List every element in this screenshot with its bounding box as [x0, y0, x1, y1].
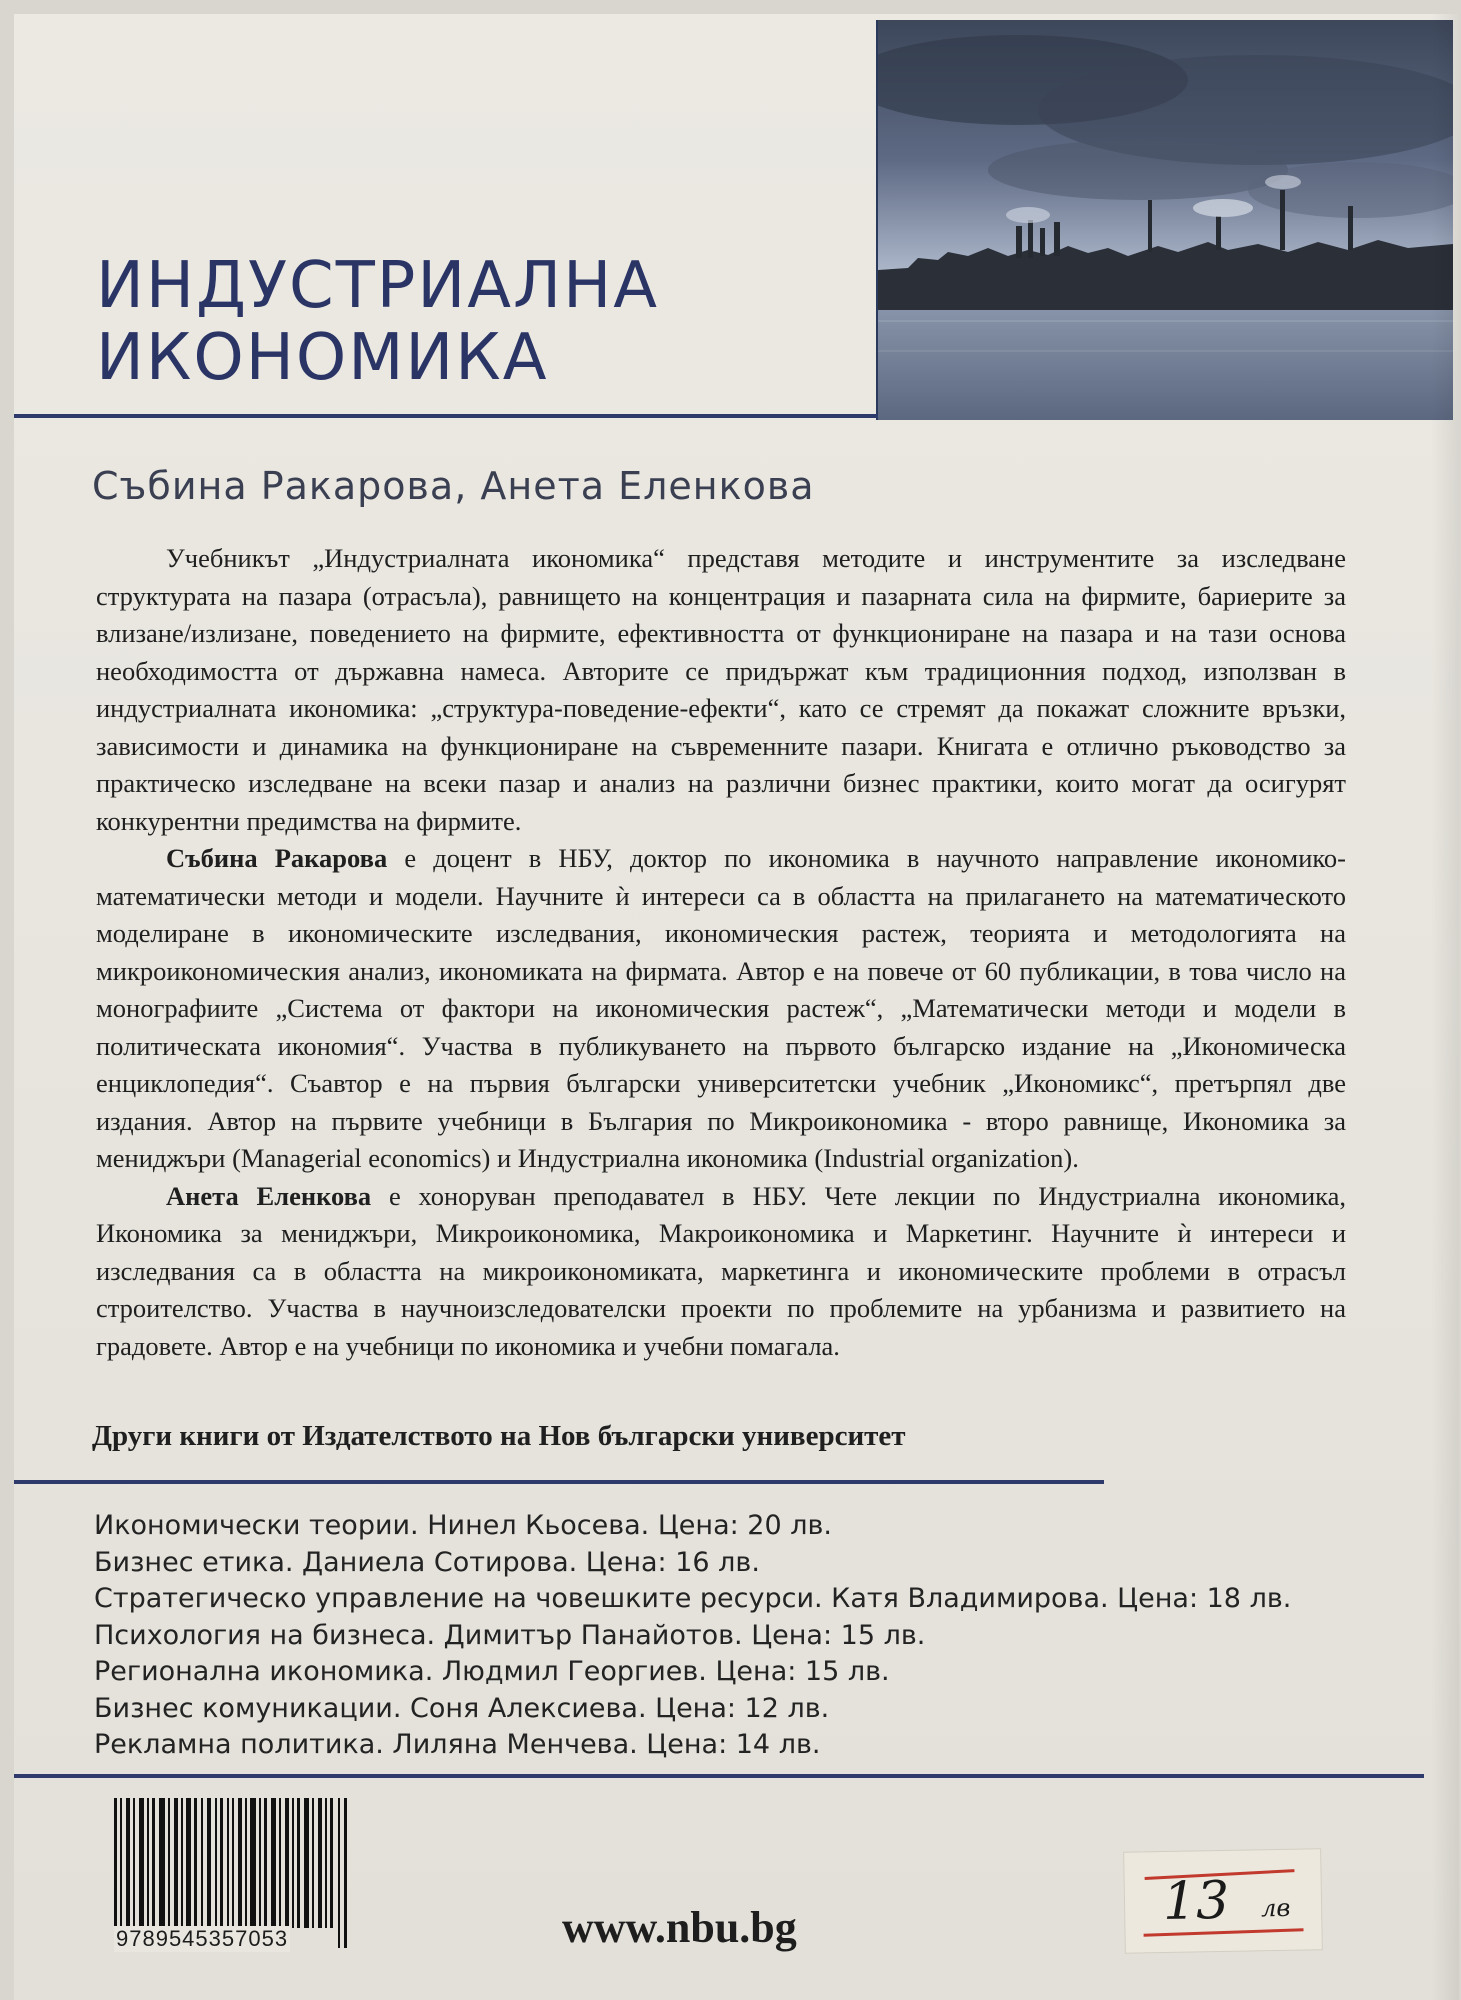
list-item: Бизнес етика. Даниела Сотирова. Цена: 16 лв. [94, 1546, 760, 1578]
list-item: Бизнес комуникации. Соня Алексиева. Цена: 12 лв. [94, 1692, 830, 1724]
other-books-heading: Други книги от Издателството на Нов български университет [92, 1420, 906, 1452]
book-title-line1: ИНДУСТРИАЛНА [96, 249, 660, 323]
description-text [96, 540, 1346, 1365]
spine-shadow [1431, 14, 1459, 2000]
author2-name: Анета Еленкова [166, 1180, 372, 1211]
price-unit: лв [1260, 1893, 1291, 1923]
author1-bio-paragraph [96, 840, 1346, 1178]
footer-divider [14, 1774, 1424, 1778]
other-books-divider [14, 1480, 1104, 1484]
title-divider [14, 414, 878, 418]
book-summary-paragraph: Учебникът „Индустриалната икономика“ представя методите и инструментите за изследване структурата на пазара (отрасъла), равнището на концентрация и пазарната сила на фирмите, бариерите за влизане/излизане, поведението на фирмите, ефективността от функциониране на пазара и на тази основа необходимостта от държавна намеса. Авторите се придържат към традиционния подход, използван в индустриалната икономика: „структура-поведение-ефекти“, като се стремят да покажат сложните връзки, зависимости и динамика на функциониране на съвременните пазари. Книгата е отлично ръководство за практическо изследване на всеки пазар и анализ на различни бизнес практики, които могат да осигурят конкурентни предимства на фирмите. [96, 543, 1346, 836]
industrial-skyline-photo [876, 20, 1453, 420]
other-books-list [94, 1508, 1291, 1764]
skyline-image [878, 20, 1453, 420]
authors-line: Събина Ракарова, Анета Еленкова [92, 464, 815, 508]
author1-name: Събина Ракарова [166, 843, 388, 873]
list-item: Регионална икономика. Людмил Георгиев. Цена: 15 лв. [94, 1656, 890, 1687]
author1-bio: е доцент в НБУ, доктор по икономика в научното направление икономико-математически методи и модели. Научните ѝ интереси са в областта на прилагането на математическото моделиране в икономическите изследвания, икономическия растеж, теорията и методологията на микроикономическия анализ, икономиката на фирмата. Автор е на повече от 60 публикации, в това число на монографиите „Система от фактори на икономическия растеж“, „Математически методи и модели в политическата икономия“. Участва в публикуването на първото българско издание на „Икономическа енциклопедия“. Съавтор е на първия български университетски учебник „Икономикс“, претърпял две издания. Автор на първите учебници в България по Микроикономика - второ равнище, Икономика за мениджъри (Managerial economics) и Индустриална икономика (Industrial organization). [96, 843, 1346, 1173]
book-title-line2: ИКОНОМИКА [96, 321, 549, 395]
price-value: 13 [1162, 1870, 1230, 1933]
publisher-url: www.nbu.bg [562, 1903, 797, 1952]
isbn-digits: 9789545357053 [116, 1926, 289, 1951]
list-item: Икономически теории. Нинел Кьосева. Цена: 20 лв. [94, 1510, 832, 1541]
list-item: Стратегическо управление на човешките ресурси. Катя Владимирова. Цена: 18 лв. [94, 1583, 1292, 1614]
author2-bio: е хоноруван преподавател в НБУ. Чете лекции по Индустриална икономика, Икономика за мениджъри, Микроикономика, Макроикономика и Маркетинг. Научните ѝ интереси и изследвания са в областта на микроикономиката, маркетинга и икономическите проблеми в отрасъл строителство. Участва в научноизследователски проекти по проблемите на урбанизма и развитието на градовете. Автор е на учебници по икономика и учебни помагала. [96, 1180, 1346, 1361]
book-title [96, 250, 659, 394]
author2-bio-paragraph [96, 1178, 1346, 1366]
price-sticker [1123, 1848, 1323, 1953]
book-back-cover [14, 14, 1459, 2000]
list-item: Рекламна политика. Лиляна Менчева. Цена: 14 лв. [94, 1729, 821, 1760]
list-item: Психология на бизнеса. Димитър Панайотов. Цена: 15 лв. [94, 1619, 926, 1651]
